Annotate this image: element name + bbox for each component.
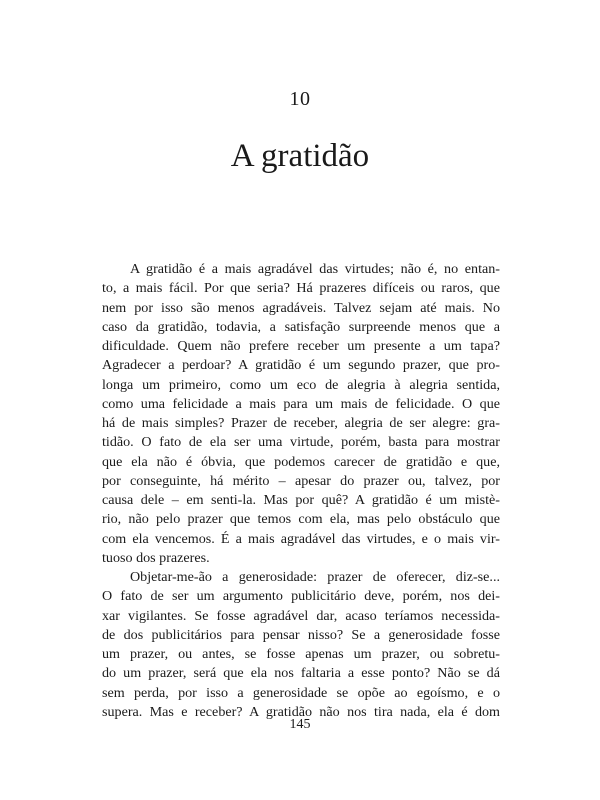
text-line: longa um primeiro, como um eco de alegria à alegria sentida, <box>102 376 500 393</box>
paragraph <box>102 568 500 722</box>
text-line: caso da gratidão, todavia, a satisfação surpreende menos que a <box>102 318 500 335</box>
paragraph <box>102 260 500 568</box>
text-line: um prazer, ou antes, se fosse apenas um prazer, ou sobretu- <box>102 646 500 662</box>
text-line: como uma felicidade a mais para um mais de felicidade. O que <box>102 395 500 412</box>
chapter-title: A gratidão <box>230 138 370 174</box>
text-line: do um prazer, será que ela nos faltaria a esse ponto? Não se dá <box>102 665 500 682</box>
page-number: 145 <box>289 717 311 732</box>
text-line: há de mais simples? Prazer de receber, alegria de ser alegre: gra- <box>102 415 500 431</box>
text-line: por conseguinte, há mérito – apesar do prazer ou, talvez, por <box>102 472 500 489</box>
text-line: tuoso dos prazeres. <box>102 549 210 566</box>
text-line: nem por isso são menos agradáveis. Talvez sejam até mais. No <box>102 299 500 316</box>
text-line: A gratidão é a mais agradável das virtudes; não é, no entan- <box>130 261 500 277</box>
body-text <box>102 260 500 722</box>
text-line: to, a mais fácil. Por que seria? Há prazeres difíceis ou raros, que <box>102 280 500 297</box>
text-line: rio, não pelo prazer que temos com ela, mas pelo obstáculo que <box>102 511 500 528</box>
text-line: de dos publicitários para pensar nisso? Se a generosidade fosse <box>102 626 500 643</box>
text-line: supera. Mas e receber? A gratidão não nos tira nada, ela é dom <box>102 703 500 720</box>
chapter-number: 10 <box>289 88 311 110</box>
text-line: Objetar-me-ão a generosidade: prazer de oferecer, diz-se... <box>130 569 500 585</box>
text-line: com ela vencemos. É a mais agradável das virtudes, e o mais vir- <box>102 530 500 547</box>
text-line: sem perda, por isso a generosidade se opõe ao egoísmo, e o <box>102 684 500 701</box>
text-line: Agradecer a perdoar? A gratidão é um segundo prazer, que pro- <box>102 357 500 374</box>
text-line: que ela não é óbvia, que podemos carecer de gratidão e que, <box>102 453 500 470</box>
text-line: tidão. O fato de ela ser uma virtude, porém, basta para mostrar <box>102 434 500 451</box>
text-line: xar vigilantes. Se fosse agradável dar, acaso teríamos necessida- <box>102 607 500 624</box>
text-line: causa dele – em senti-la. Mas por quê? A gratidão é um mistè- <box>102 492 500 508</box>
text-line: dificuldade. Quem não prefere receber um presente a um tapa? <box>102 338 500 354</box>
text-line: O fato de ser um argumento publicitário deve, porém, nos dei- <box>102 588 500 605</box>
